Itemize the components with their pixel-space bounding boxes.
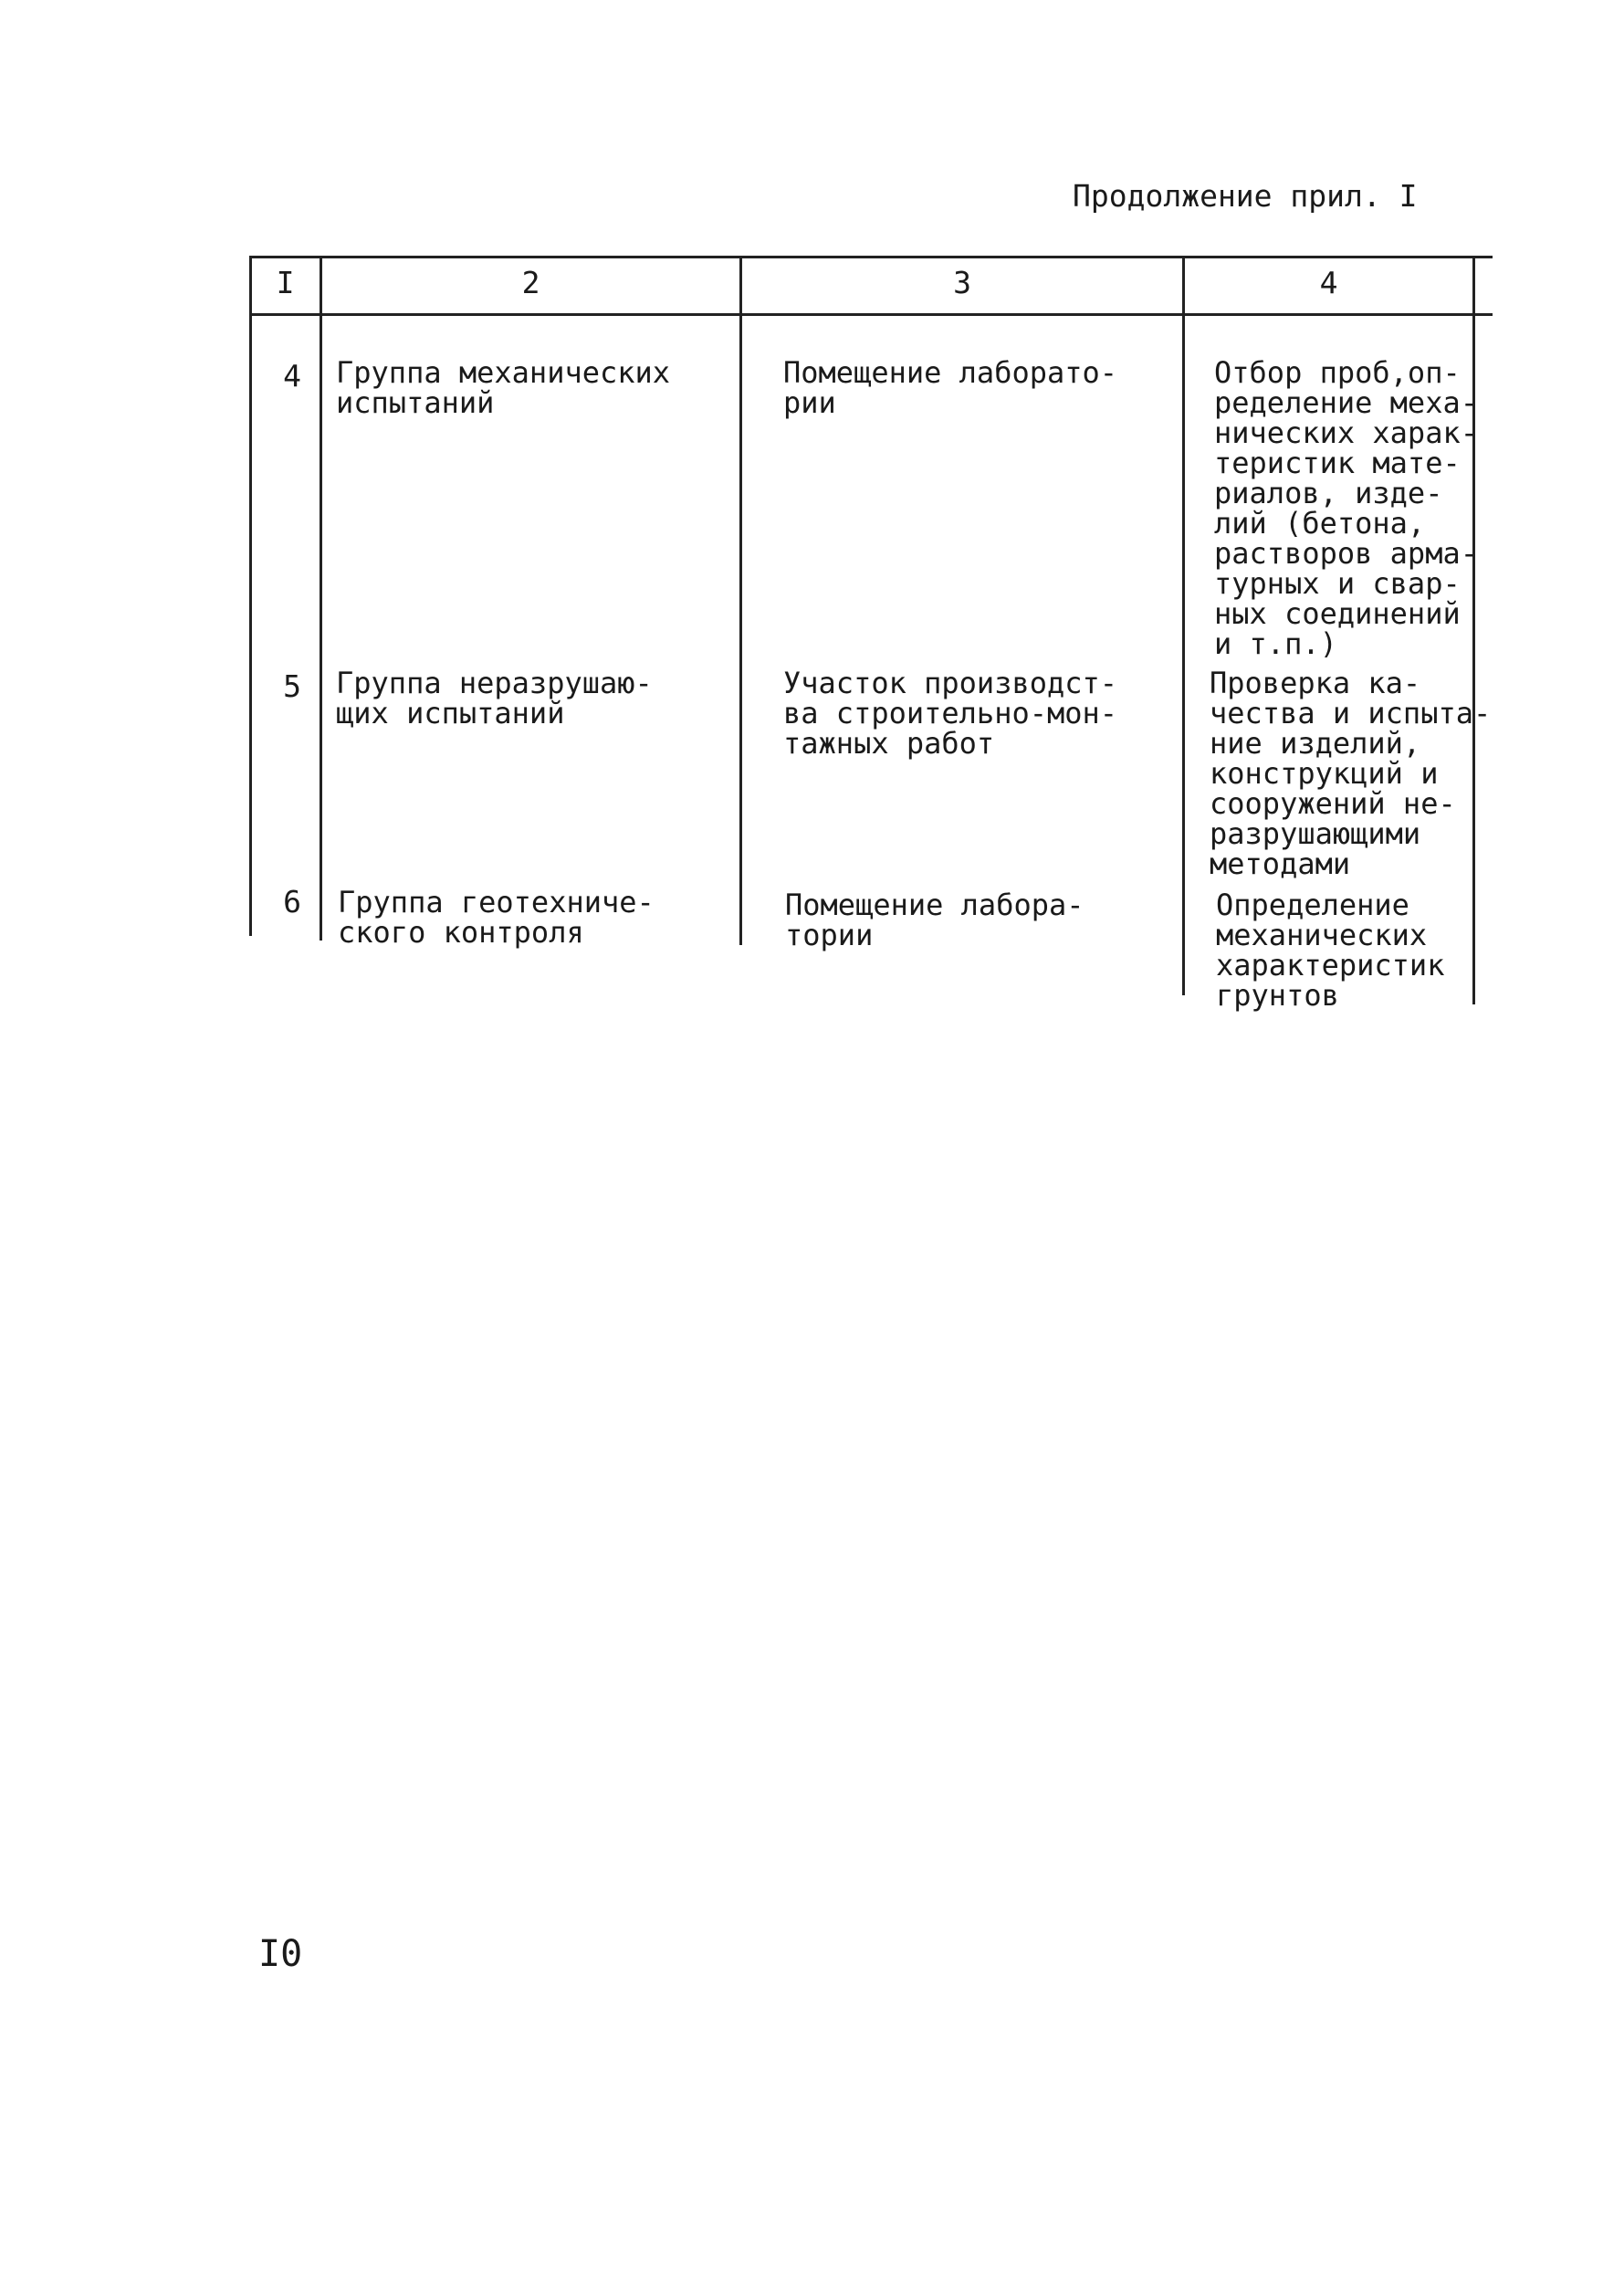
column-header-4: 4	[1319, 265, 1338, 300]
group-name-cell: Группа геотехниче- ского контроля	[338, 885, 655, 950]
function-cell: Определение механических характеристик грунтов	[1216, 888, 1445, 1013]
column-divider-2	[739, 256, 742, 945]
location-cell: Помещение лаборато- рии	[783, 355, 1118, 420]
group-name-cell: Группа механических испытаний	[336, 355, 671, 420]
group-name-cell: Группа неразрушаю- щих испытаний	[336, 666, 653, 730]
row-number: 5	[283, 668, 301, 704]
table-top-rule	[251, 256, 1493, 258]
page-number: I0	[258, 1933, 303, 1975]
row-number: 4	[283, 358, 301, 394]
row-number: 6	[283, 884, 301, 920]
column-header-1: I	[276, 265, 295, 300]
location-cell: Помещение лабора- тории	[785, 888, 1084, 952]
table-header-rule	[251, 313, 1493, 316]
table-left-border	[249, 256, 252, 936]
location-cell: Участок производст- ва строительно-мон- тажных работ	[783, 666, 1118, 761]
column-header-3: 3	[953, 265, 971, 300]
function-cell: Отбор проб,оп- ределение меха- нических харак- теристик мате- риалов, изде- лий (бетона, растворов арма- турных и свар- ных соединений и т.п.)	[1214, 355, 1478, 661]
column-divider-1	[320, 256, 322, 941]
column-header-2: 2	[521, 265, 540, 300]
continuation-caption: Продолжение прил. I	[1073, 178, 1418, 214]
function-cell: Проверка ка- чества и испыта- ние изделий, конструкций и сооружений не- разрушающими методами	[1210, 666, 1492, 881]
column-divider-3	[1182, 256, 1185, 995]
